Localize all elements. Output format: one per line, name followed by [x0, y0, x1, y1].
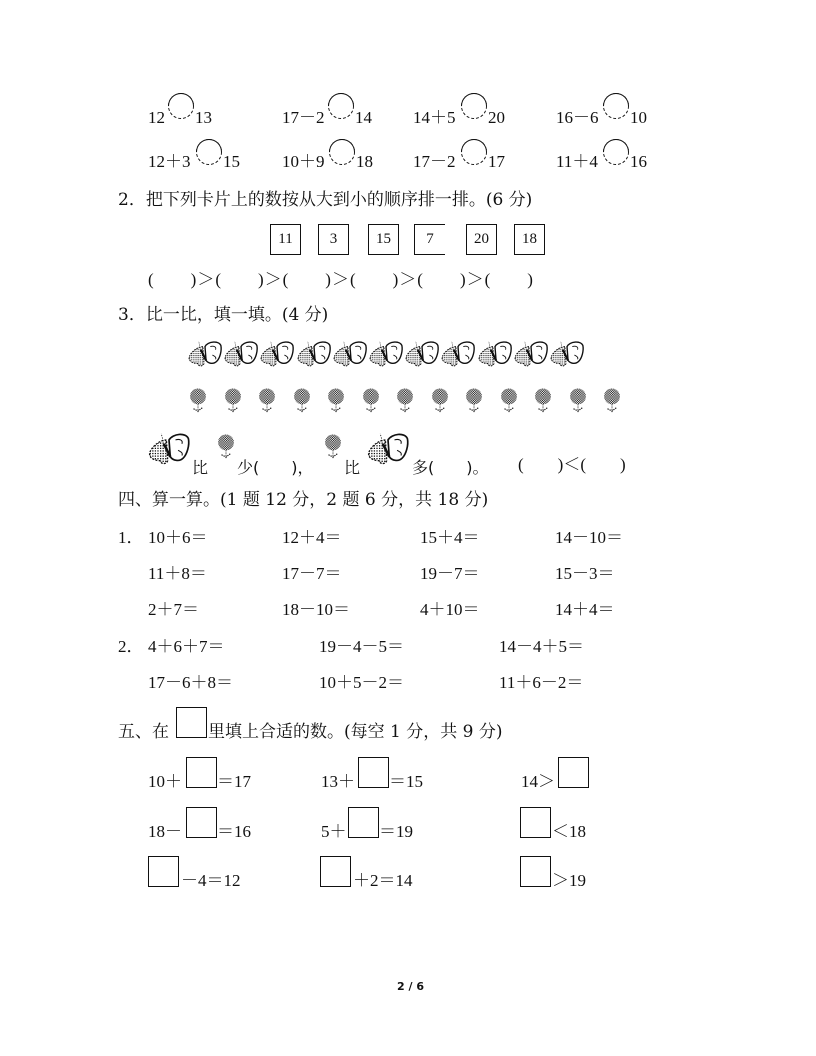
- fill-post: ＝16: [217, 822, 251, 841]
- flower-icon: [293, 387, 311, 417]
- compare-left: 12: [148, 108, 165, 127]
- calc-item: 2＋7＝: [148, 600, 199, 619]
- flower-icon: [189, 387, 207, 417]
- answer-box[interactable]: [148, 856, 179, 887]
- butterfly-icon: [549, 340, 585, 368]
- word-duo-blank[interactable]: 多( )。: [412, 458, 489, 477]
- section-5-title-pre: 五、在: [118, 722, 169, 742]
- answer-box[interactable]: [320, 856, 351, 887]
- compare-circle-blank[interactable]: [329, 139, 355, 165]
- butterfly-icon: [477, 340, 513, 368]
- compare-left: 11＋4: [556, 152, 598, 171]
- flower-icon: [324, 433, 342, 463]
- butterfly-icon: [368, 340, 404, 368]
- answer-box[interactable]: [348, 807, 379, 838]
- number-card: 20: [466, 224, 497, 255]
- answer-box[interactable]: [186, 807, 217, 838]
- fill-post: ＝15: [389, 772, 423, 791]
- number-card: 3: [318, 224, 349, 255]
- number-card: 18: [514, 224, 545, 255]
- calc-item: 14－4＋5＝: [499, 637, 584, 656]
- calc-item: 15＋4＝: [420, 528, 480, 547]
- calc-item: 17－6＋8＝: [148, 673, 233, 692]
- flower-icon: [396, 387, 414, 417]
- compare-right: 18: [356, 152, 373, 171]
- compare-left: 14＋5: [413, 108, 456, 127]
- word-shao-blank[interactable]: 少( )，: [237, 458, 314, 477]
- compare-circle-blank[interactable]: [168, 93, 194, 119]
- flower-icon: [465, 387, 483, 417]
- question-2-title: 2．把下列卡片上的数按从大到小的顺序排一排。(6 分): [118, 190, 533, 210]
- answer-box[interactable]: [520, 856, 551, 887]
- calc-item: 15－3＝: [555, 564, 615, 583]
- compare-circle-blank[interactable]: [603, 139, 629, 165]
- flower-icon: [327, 387, 345, 417]
- fill-pre: 13＋: [321, 772, 355, 791]
- compare-right: 15: [223, 152, 240, 171]
- compare-right: 10: [630, 108, 647, 127]
- fill-pre: 5＋: [321, 822, 347, 841]
- calc-item: 18－10＝: [282, 600, 350, 619]
- compare-left: 16－6: [556, 108, 599, 127]
- flower-icon: [603, 387, 621, 417]
- compare-right: 13: [195, 108, 212, 127]
- question-3-title: 3．比一比，填一填。(4 分): [118, 305, 329, 325]
- butterfly-icon: [404, 340, 440, 368]
- compare-left: 17－2: [413, 152, 456, 171]
- calc-item: 19－7＝: [420, 564, 480, 583]
- less-than-blanks[interactable]: ( )＜( ): [518, 455, 626, 474]
- compare-right: 16: [630, 152, 647, 171]
- calc-item: 10＋6＝: [148, 528, 208, 547]
- flower-icon: [569, 387, 587, 417]
- number-card: 11: [270, 224, 301, 255]
- butterfly-icon: [147, 432, 191, 466]
- calc-item: 14＋4＝: [555, 600, 615, 619]
- compare-right: 20: [488, 108, 505, 127]
- butterfly-icon: [513, 340, 549, 368]
- fill-post: ＝17: [217, 772, 251, 791]
- flower-icon: [258, 387, 276, 417]
- compare-left: 12＋3: [148, 152, 191, 171]
- calc-item: 12＋4＝: [282, 528, 342, 547]
- calc-item: 17－7＝: [282, 564, 342, 583]
- fill-post: ＝19: [379, 822, 413, 841]
- answer-box[interactable]: [520, 807, 551, 838]
- box-icon: [176, 707, 207, 738]
- section-5-title-post: 里填上合适的数。(每空 1 分，共 9 分): [208, 722, 503, 742]
- flower-icon: [224, 387, 242, 417]
- calc-item: 14－10＝: [555, 528, 623, 547]
- answer-box[interactable]: [186, 757, 217, 788]
- calc-item: 11＋6－2＝: [499, 673, 584, 692]
- word-bi: 比: [192, 458, 209, 477]
- calc-item: 11＋8＝: [148, 564, 207, 583]
- fill-pre: 18－: [148, 822, 182, 841]
- compare-right: 17: [488, 152, 505, 171]
- compare-circle-blank[interactable]: [328, 93, 354, 119]
- butterfly-icon: [259, 340, 295, 368]
- number-card: 7: [414, 224, 445, 255]
- calc-item: 4＋6＋7＝: [148, 637, 225, 656]
- calc-item: 10＋5－2＝: [319, 673, 404, 692]
- compare-left: 17－2: [282, 108, 325, 127]
- part-label: 2．: [118, 637, 144, 656]
- compare-right: 14: [355, 108, 372, 127]
- fill-post: ＜18: [552, 822, 586, 841]
- fill-post: －4＝12: [181, 871, 241, 890]
- compare-circle-blank[interactable]: [603, 93, 629, 119]
- compare-circle-blank[interactable]: [196, 139, 222, 165]
- flower-icon: [431, 387, 449, 417]
- compare-left: 10＋9: [282, 152, 325, 171]
- fill-post: ＞19: [552, 871, 586, 890]
- fill-pre: 10＋: [148, 772, 182, 791]
- number-card: 15: [368, 224, 399, 255]
- butterfly-icon: [223, 340, 259, 368]
- answer-box[interactable]: [358, 757, 389, 788]
- page-number: 2 / 6: [397, 980, 424, 993]
- answer-box[interactable]: [558, 757, 589, 788]
- butterfly-icon: [296, 340, 332, 368]
- section-4-title: 四、算一算。(1 题 12 分，2 题 6 分，共 18 分): [118, 490, 489, 510]
- flower-icon: [500, 387, 518, 417]
- butterfly-icon: [332, 340, 368, 368]
- flower-icon: [217, 433, 235, 463]
- butterfly-icon: [440, 340, 476, 368]
- calc-item: 19－4－5＝: [319, 637, 404, 656]
- butterfly-icon: [187, 340, 223, 368]
- fill-post: ＋2＝14: [353, 871, 413, 890]
- butterfly-icon: [366, 432, 410, 466]
- compare-circle-blank[interactable]: [461, 139, 487, 165]
- compare-circle-blank[interactable]: [461, 93, 487, 119]
- order-answer-blanks[interactable]: ( )＞( )＞( )＞( )＞( )＞( ): [148, 270, 534, 289]
- calc-item: 4＋10＝: [420, 600, 480, 619]
- part-label: 1．: [118, 528, 144, 547]
- flower-icon: [534, 387, 552, 417]
- word-bi: 比: [344, 458, 361, 477]
- fill-pre: 14＞: [521, 772, 555, 791]
- flower-icon: [362, 387, 380, 417]
